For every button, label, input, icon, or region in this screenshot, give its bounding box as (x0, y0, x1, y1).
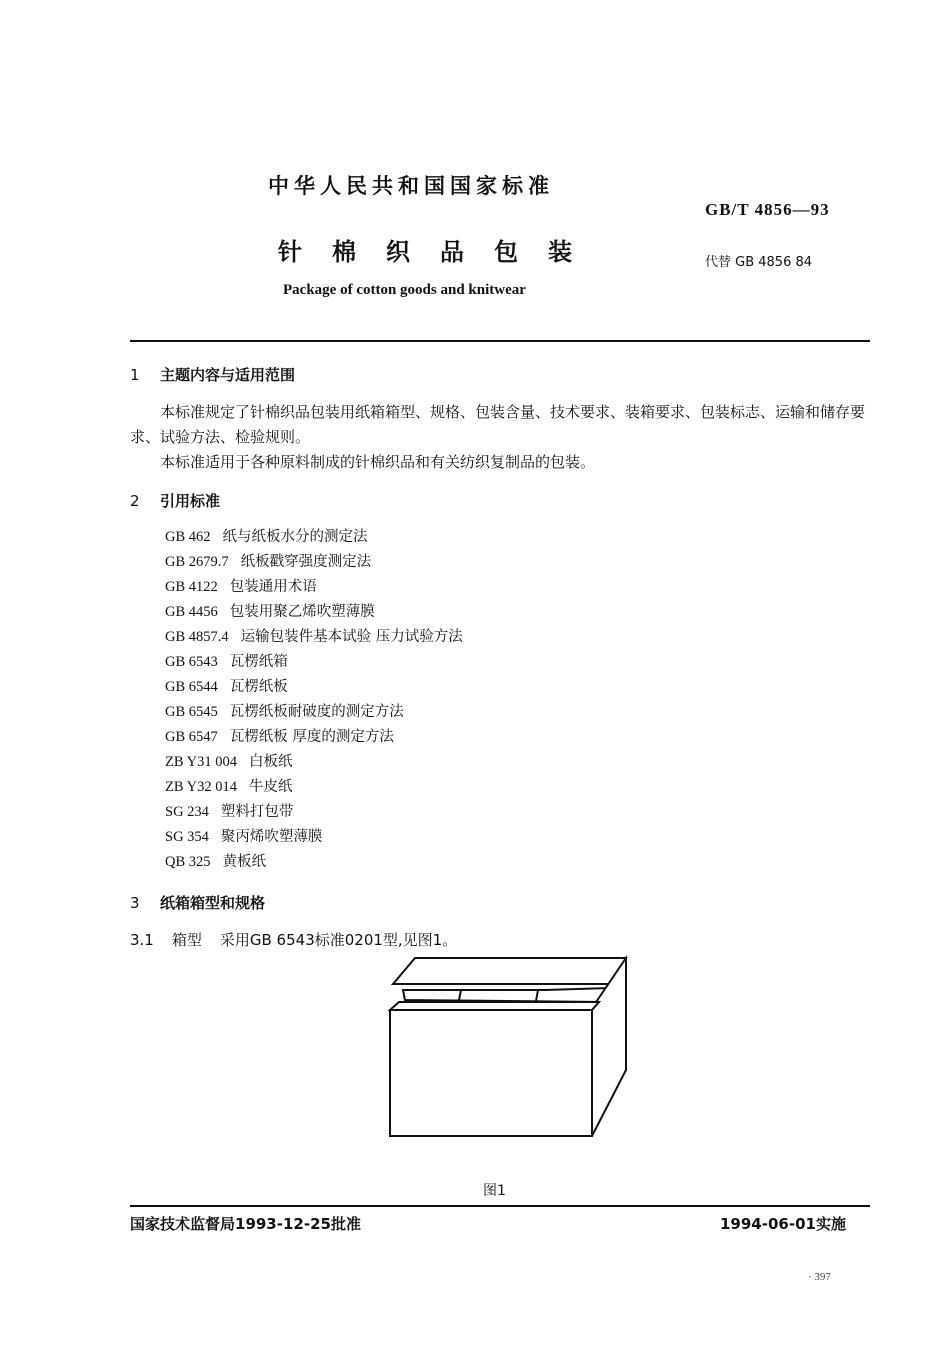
reference-code: GB 2679.7 (165, 554, 229, 570)
replaces-note: 代替 GB 4856 84 (705, 255, 813, 270)
clause-title: 箱型 (171, 931, 202, 949)
reference-item (165, 650, 463, 675)
standard-number: GB/T 4856—93 (705, 200, 830, 219)
reference-code: GB 6544 (165, 679, 218, 695)
reference-item (165, 750, 463, 775)
reference-name: 瓦楞纸箱 (229, 654, 288, 670)
reference-item (165, 675, 463, 700)
reference-item (165, 800, 463, 825)
reference-name: 黄板纸 (222, 854, 267, 870)
paragraph: 本标准规定了针棉织品包装用纸箱箱型、规格、包装含量、技术要求、装箱要求、包装标志、运输和储存要求、试验方法、检验规则。 (130, 403, 866, 446)
footer-rule (130, 1205, 870, 1207)
reference-code: SG 354 (165, 829, 209, 845)
box-inner-flaps (403, 988, 609, 1002)
reference-code: QB 325 (165, 854, 211, 870)
section-1-body (130, 400, 870, 475)
reference-code: GB 462 (165, 529, 211, 545)
reference-item (165, 700, 463, 725)
reference-name: 包装用聚乙烯吹塑薄膜 (229, 604, 375, 620)
reference-item (165, 625, 463, 650)
section-1-heading (130, 364, 295, 385)
section-3-heading (130, 892, 265, 913)
reference-name: 包装通用术语 (229, 579, 317, 595)
reference-name: 瓦楞纸板 (229, 679, 288, 695)
reference-name: 瓦楞纸板 厚度的测定方法 (229, 729, 394, 745)
paragraph: 本标准适用于各种原料制成的针棉织品和有关纺织复制品的包装。 (160, 453, 596, 471)
reference-code: GB 4456 (165, 604, 218, 620)
reference-item (165, 775, 463, 800)
header-rule (130, 340, 870, 342)
reference-item (165, 850, 463, 875)
reference-code: ZB Y31 004 (165, 754, 237, 770)
reference-name: 聚丙烯吹塑薄膜 (220, 829, 323, 845)
reference-name: 瓦楞纸板耐破度的测定方法 (229, 704, 404, 720)
reference-code: GB 6545 (165, 704, 218, 720)
reference-code: SG 234 (165, 804, 209, 820)
reference-name: 纸与纸板水分的测定法 (222, 529, 368, 545)
page-number: · 397 (808, 1271, 831, 1283)
reference-item (165, 525, 463, 550)
reference-name: 牛皮纸 (248, 779, 293, 795)
reference-code: ZB Y32 014 (165, 779, 237, 795)
reference-code: GB 4122 (165, 579, 218, 595)
reference-item (165, 575, 463, 600)
reference-code: GB 4857.4 (165, 629, 229, 645)
section-title: 主题内容与适用范围 (160, 366, 296, 384)
section-number: 3 (130, 894, 140, 912)
reference-name: 纸板戳穿强度测定法 (240, 554, 372, 570)
clause-number: 3.1 (130, 931, 154, 949)
reference-item (165, 600, 463, 625)
reference-item (165, 825, 463, 850)
box-top-flap (393, 958, 626, 984)
section-number: 2 (130, 492, 140, 510)
carton-box-figure (385, 950, 635, 1172)
section-2-heading (130, 490, 220, 511)
clause-text: 采用GB 6543标准0201型,见图1。 (219, 931, 458, 949)
reference-item (165, 725, 463, 750)
effective-date: 1994-06-01实施 (720, 1215, 846, 1233)
box-front-face (390, 1010, 592, 1136)
reference-name: 运输包装件基本试验 压力试验方法 (240, 629, 463, 645)
document-title: 针棉织品包装 (278, 238, 602, 266)
reference-item (165, 550, 463, 575)
reference-list (165, 525, 463, 875)
box-front-flap (390, 1002, 599, 1010)
figure-caption: 图1 (483, 1183, 506, 1199)
reference-name: 塑料打包带 (220, 804, 294, 820)
approval-line: 国家技术监督局1993-12-25批准 (130, 1215, 361, 1233)
reference-name: 白板纸 (248, 754, 293, 770)
section-title: 纸箱箱型和规格 (160, 894, 266, 912)
issuing-organization: 中华人民共和国国家标准 (268, 174, 554, 198)
clause-3-1 (130, 929, 457, 950)
section-title: 引用标准 (160, 492, 221, 510)
english-title: Package of cotton goods and knitwear (283, 282, 526, 298)
reference-code: GB 6543 (165, 654, 218, 670)
section-number: 1 (130, 366, 140, 384)
reference-code: GB 6547 (165, 729, 218, 745)
